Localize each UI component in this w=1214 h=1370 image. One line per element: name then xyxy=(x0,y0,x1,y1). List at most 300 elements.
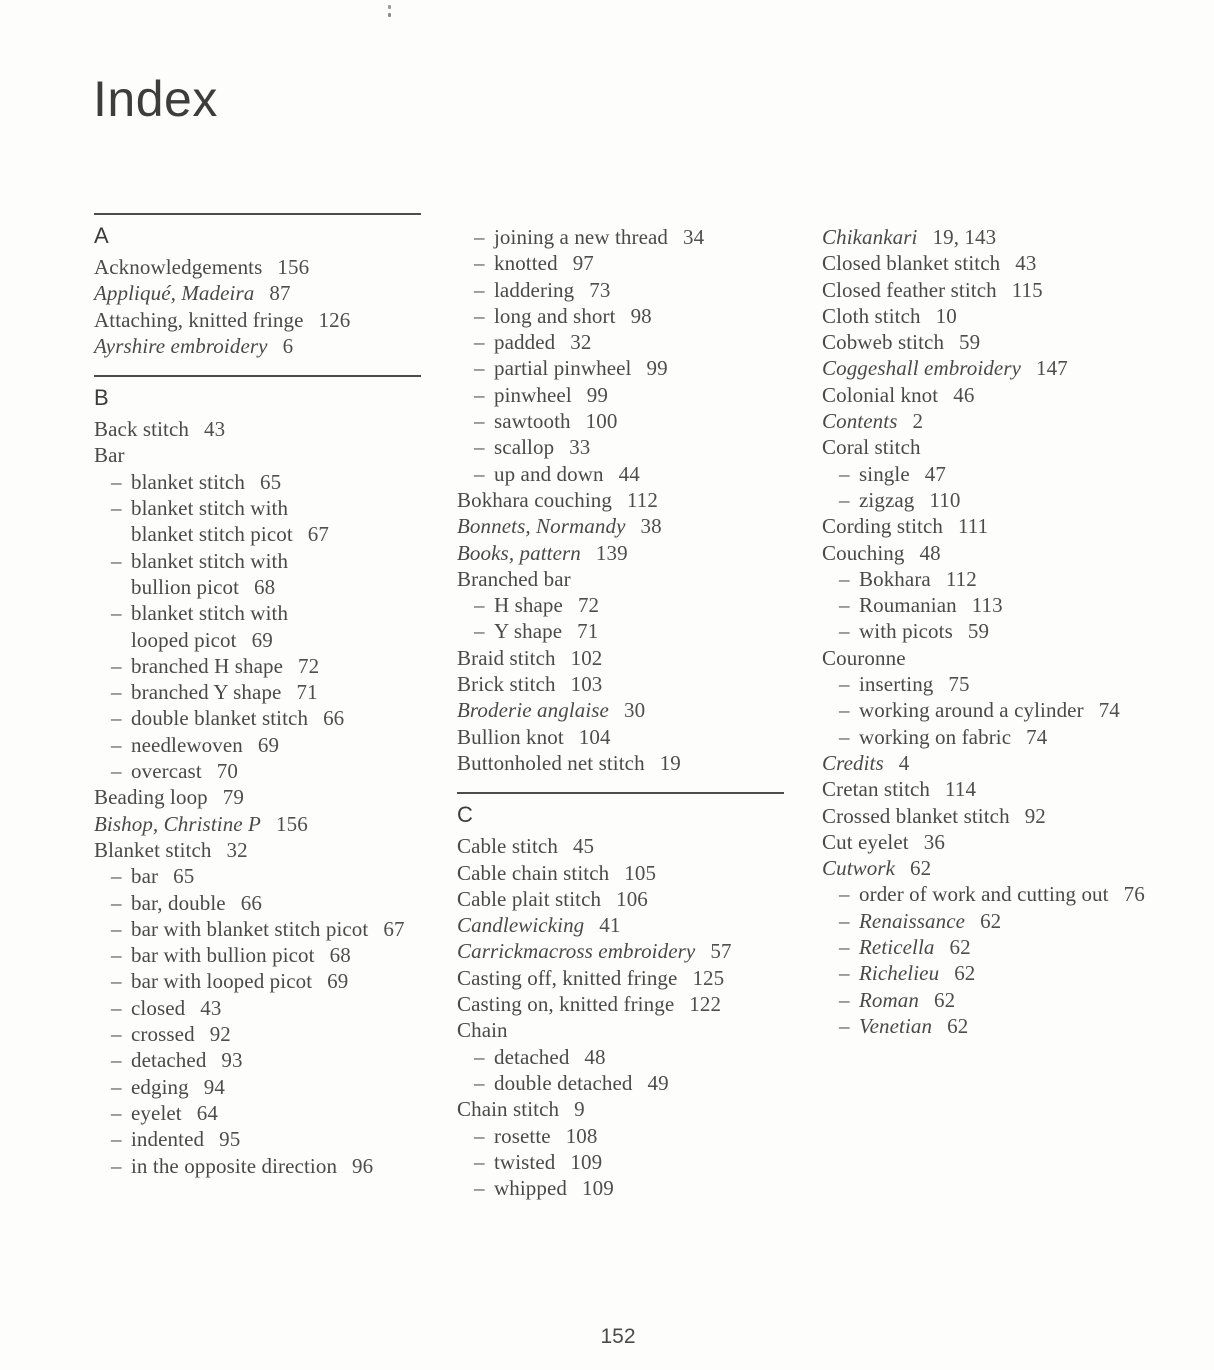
index-entry xyxy=(457,833,787,859)
entry-page: 122 xyxy=(689,992,722,1017)
entry-page: 147 xyxy=(1036,356,1068,381)
entry-text: Cable chain stitch xyxy=(457,860,610,885)
entry-dash: – xyxy=(474,461,485,486)
entry-dash: – xyxy=(111,496,122,521)
entry-text: closed xyxy=(131,995,186,1020)
entry-dash: – xyxy=(474,251,485,276)
index-entry xyxy=(94,863,424,889)
entry-text: Bar xyxy=(94,443,125,468)
index-entry xyxy=(457,277,787,303)
entry-page: 98 xyxy=(630,303,652,328)
index-entry xyxy=(822,487,1152,513)
entry-page: 109 xyxy=(570,1149,603,1174)
index-entry xyxy=(94,811,424,837)
entry-page: 62 xyxy=(910,856,932,881)
entry-text: Cable stitch xyxy=(457,834,558,859)
index-entry xyxy=(457,860,787,886)
entry-text: Casting off, knitted fringe xyxy=(457,965,678,990)
entry-dash: – xyxy=(111,864,122,889)
entry-text: Contents xyxy=(822,409,898,434)
entry-text: Y shape xyxy=(494,619,563,644)
index-entry xyxy=(94,1074,424,1100)
index-entry xyxy=(457,618,787,644)
entry-text: Coggeshall embroidery xyxy=(822,356,1022,381)
entry-page: 106 xyxy=(616,886,648,911)
entry-text: Branched bar xyxy=(457,566,571,591)
entry-text: in the opposite direction xyxy=(131,1153,338,1178)
index-entry xyxy=(457,355,787,381)
entry-page: 46 xyxy=(953,382,975,407)
entry-dash: – xyxy=(111,653,122,678)
entry-page: 68 xyxy=(254,574,276,599)
entry-page: 62 xyxy=(947,1013,969,1038)
index-entry xyxy=(457,540,787,566)
entry-dash: – xyxy=(839,882,850,907)
entry-text: detached xyxy=(494,1044,570,1069)
entry-text: up and down xyxy=(494,461,604,486)
entry-text: Roman xyxy=(859,987,919,1012)
index-column-left xyxy=(94,197,424,1179)
entry-dash: – xyxy=(474,593,485,618)
entry-text: branched Y shape xyxy=(131,680,282,705)
entry-text: joining a new thread xyxy=(494,225,669,249)
entry-page: 99 xyxy=(646,356,668,381)
index-entry xyxy=(822,750,1152,776)
entry-text: Colonial knot xyxy=(822,382,939,407)
entry-dash: – xyxy=(839,935,850,960)
entry-text: double detached xyxy=(494,1070,633,1095)
entry-text: Ayrshire embroidery xyxy=(94,333,268,358)
index-entry xyxy=(822,1013,1152,1039)
index-entry xyxy=(822,277,1152,303)
entry-dash: – xyxy=(474,409,485,434)
index-entry xyxy=(94,307,424,333)
entry-text: Couronne xyxy=(822,645,906,670)
index-entry xyxy=(822,461,1152,487)
entry-dash: – xyxy=(839,672,850,697)
index-entry xyxy=(822,513,1152,539)
entry-text: Chain xyxy=(457,1018,508,1043)
entry-dash: – xyxy=(839,461,850,486)
index-entry xyxy=(822,355,1152,381)
entry-page: 92 xyxy=(209,1022,231,1047)
entry-text: edging xyxy=(131,1074,189,1099)
entry-page: 34 xyxy=(683,225,705,249)
entry-text: whipped xyxy=(494,1176,568,1201)
entry-text: Closed blanket stitch xyxy=(822,251,1001,276)
entry-page: 47 xyxy=(924,461,946,486)
entry-text: order of work and cutting out xyxy=(859,882,1109,907)
entry-text: Bonnets, Normandy xyxy=(457,514,626,539)
entry-text: branched H shape xyxy=(131,653,284,678)
entry-text: Bokhara couching xyxy=(457,487,612,512)
entry-text: sawtooth xyxy=(494,409,571,434)
entry-dash: – xyxy=(839,487,850,512)
index-entry xyxy=(94,1047,424,1073)
entry-page: 69 xyxy=(257,732,280,757)
entry-page: 4 xyxy=(898,750,910,775)
index-entry xyxy=(457,408,787,434)
entry-text: overcast xyxy=(131,759,202,784)
index-entry xyxy=(457,645,787,671)
index-entry xyxy=(822,250,1152,276)
entry-text: bar with blanket stitch picot xyxy=(131,916,369,941)
entry-dash: – xyxy=(474,619,485,644)
index-entry xyxy=(822,908,1152,934)
entry-text: blanket stitch picot xyxy=(131,522,293,547)
entry-dash: – xyxy=(111,706,122,731)
entry-text: working around a cylinder xyxy=(859,698,1084,723)
index-entry xyxy=(457,303,787,329)
entry-text: Cretan stitch xyxy=(822,777,931,802)
entry-dash: – xyxy=(474,435,485,460)
entry-text: Venetian xyxy=(859,1013,933,1038)
entry-page: 62 xyxy=(954,961,976,986)
index-entry xyxy=(457,1149,787,1175)
entry-page: 70 xyxy=(216,759,238,784)
index-entry xyxy=(457,1017,787,1043)
index-entry xyxy=(457,224,787,250)
entry-text: bullion picot xyxy=(131,574,240,599)
entry-page: 67 xyxy=(383,916,405,941)
entry-text: indented xyxy=(131,1127,205,1152)
index-entry xyxy=(822,960,1152,986)
entry-text: with picots xyxy=(859,619,953,644)
index-entry xyxy=(457,991,787,1017)
index-entry xyxy=(457,886,787,912)
entry-dash: – xyxy=(839,619,850,644)
entry-page: 103 xyxy=(570,672,603,697)
index-entry xyxy=(822,855,1152,881)
index-entry xyxy=(457,912,787,938)
entry-page: 69 xyxy=(327,969,349,994)
entry-text: Roumanian xyxy=(859,593,957,618)
index-entry xyxy=(94,705,424,731)
index-entry xyxy=(457,434,787,460)
entry-page: 111 xyxy=(957,514,989,539)
index-entry xyxy=(822,987,1152,1013)
entry-dash: – xyxy=(474,382,485,407)
index-entry xyxy=(822,803,1152,829)
index-entry xyxy=(457,329,787,355)
entry-text: inserting xyxy=(859,672,934,697)
entry-page: 100 xyxy=(585,409,618,434)
entry-page: 112 xyxy=(626,487,658,512)
index-entry xyxy=(94,890,424,916)
entry-page: 156 xyxy=(277,255,310,279)
entry-dash: – xyxy=(474,277,485,302)
entry-page: 19 xyxy=(659,750,681,775)
index-entry xyxy=(822,592,1152,618)
index-entry xyxy=(822,645,1152,671)
entry-page: 125 xyxy=(692,965,725,990)
index-entry xyxy=(94,333,424,359)
entry-text: scallop xyxy=(494,435,555,460)
entry-text: Cloth stitch xyxy=(822,303,921,328)
entry-page: 49 xyxy=(647,1070,669,1095)
entry-text: looped picot xyxy=(131,627,237,652)
entry-text: H shape xyxy=(494,593,563,618)
index-entry xyxy=(94,548,424,574)
entry-text: blanket stitch xyxy=(131,469,245,494)
section-rule xyxy=(457,792,784,794)
entry-page: 9 xyxy=(574,1097,585,1122)
index-entry xyxy=(457,1044,787,1070)
index-entry xyxy=(457,487,787,513)
entry-text: Buttonholed net stitch xyxy=(457,750,645,775)
index-entry xyxy=(94,679,424,705)
entry-page: 43 xyxy=(204,417,226,442)
entry-text: knotted xyxy=(494,251,558,276)
entry-text: blanket stitch with xyxy=(131,496,289,521)
entry-dash: – xyxy=(474,1044,485,1069)
entry-page: 95 xyxy=(219,1127,241,1152)
entry-page: 66 xyxy=(323,706,345,731)
index-entry xyxy=(457,513,787,539)
scan-speck xyxy=(388,5,391,9)
entry-page: 44 xyxy=(618,461,640,486)
entry-dash: – xyxy=(111,732,122,757)
entry-page: 92 xyxy=(1024,803,1046,828)
entry-text: crossed xyxy=(131,1022,195,1047)
entry-dash: – xyxy=(474,1149,485,1174)
entry-page: 36 xyxy=(923,829,945,854)
entry-page: 93 xyxy=(221,1048,243,1073)
entry-text: Casting on, knitted fringe xyxy=(457,992,675,1017)
entry-text: Broderie anglaise xyxy=(457,698,609,723)
index-entry xyxy=(457,1175,787,1201)
entry-dash: – xyxy=(474,1176,485,1201)
entry-page: 62 xyxy=(980,908,1002,933)
entry-text: Blanket stitch xyxy=(94,837,212,862)
entry-text: long and short xyxy=(494,303,616,328)
index-entry xyxy=(94,600,424,626)
index-entry xyxy=(94,1100,424,1126)
entry-page: 32 xyxy=(570,330,592,355)
index-entry xyxy=(94,784,424,810)
entry-page: 43 xyxy=(200,995,222,1020)
index-entry xyxy=(94,521,424,547)
index-entry xyxy=(457,382,787,408)
index-entry xyxy=(822,671,1152,697)
index-entry xyxy=(822,829,1152,855)
entry-page: 72 xyxy=(298,653,320,678)
entry-text: Bullion knot xyxy=(457,724,564,749)
entry-page: 113 xyxy=(971,593,1003,618)
entry-dash: – xyxy=(111,943,122,968)
entry-page: 156 xyxy=(276,811,308,836)
entry-dash: – xyxy=(839,987,850,1012)
entry-dash: – xyxy=(111,1022,122,1047)
entry-text: detached xyxy=(131,1048,207,1073)
entry-text: Brick stitch xyxy=(457,672,556,697)
entry-dash: – xyxy=(111,995,122,1020)
entry-dash: – xyxy=(111,601,122,626)
index-entry xyxy=(822,724,1152,750)
entry-text: Braid stitch xyxy=(457,645,556,670)
entry-page: 6 xyxy=(282,333,294,358)
entry-dash: – xyxy=(839,698,850,723)
entry-text: Back stitch xyxy=(94,417,189,442)
entry-page: 2 xyxy=(912,409,924,434)
entry-page: 99 xyxy=(586,382,608,407)
index-entry xyxy=(94,758,424,784)
index-entry xyxy=(822,618,1152,644)
index-entry xyxy=(822,224,1152,250)
section-rule xyxy=(94,375,421,377)
entry-dash: – xyxy=(839,908,850,933)
index-entry xyxy=(94,1153,424,1179)
entry-text: Credits xyxy=(822,750,884,775)
entry-text: Cable plait stitch xyxy=(457,886,602,911)
entry-dash: – xyxy=(111,916,122,941)
entry-page: 65 xyxy=(259,469,282,494)
entry-text: eyelet xyxy=(131,1100,182,1125)
entry-page: 102 xyxy=(570,645,603,670)
index-entry xyxy=(94,627,424,653)
entry-dash: – xyxy=(839,961,850,986)
page-title: Index xyxy=(93,71,218,127)
index-entry xyxy=(822,776,1152,802)
entry-text: double blanket stitch xyxy=(131,706,309,731)
section-rule xyxy=(94,213,421,215)
entry-dash: – xyxy=(111,548,122,573)
index-entry xyxy=(457,592,787,618)
entry-text: needlewoven xyxy=(131,732,243,757)
entry-page: 57 xyxy=(710,939,732,964)
index-entry xyxy=(94,280,424,306)
entry-dash: – xyxy=(474,1070,485,1095)
entry-page: 75 xyxy=(948,672,970,697)
entry-page: 62 xyxy=(934,987,956,1012)
entry-text: Appliqué, Madeira xyxy=(94,281,255,306)
entry-page: 109 xyxy=(582,1176,614,1201)
entry-text: Coral stitch xyxy=(822,435,921,460)
entry-dash: – xyxy=(839,724,850,749)
entry-dash: – xyxy=(111,1153,122,1178)
entry-text: blanket stitch with xyxy=(131,601,289,626)
entry-page: 65 xyxy=(173,864,195,889)
entry-dash: – xyxy=(839,1013,850,1038)
entry-text: blanket stitch with xyxy=(131,548,289,573)
entry-text: Crossed blanket stitch xyxy=(822,803,1010,828)
entry-text: Books, pattern xyxy=(457,540,581,565)
index-entry xyxy=(822,303,1152,329)
index-entry xyxy=(94,732,424,758)
entry-page: 69 xyxy=(251,627,273,652)
entry-dash: – xyxy=(111,680,122,705)
entry-page: 115 xyxy=(1011,277,1043,302)
entry-text: rosette xyxy=(494,1123,551,1148)
entry-dash: – xyxy=(111,1048,122,1073)
index-entry xyxy=(457,566,787,592)
entry-page: 105 xyxy=(624,860,657,885)
entry-page: 19, 143 xyxy=(932,225,997,249)
entry-dash: – xyxy=(474,330,485,355)
entry-text: bar with bullion picot xyxy=(131,943,315,968)
entry-text: twisted xyxy=(494,1149,556,1174)
section-letter: C xyxy=(457,802,473,828)
entry-dash: – xyxy=(839,593,850,618)
index-entry xyxy=(457,697,787,723)
index-entry xyxy=(94,254,424,280)
index-entry xyxy=(457,1096,787,1122)
entry-text: Chikankari xyxy=(822,225,918,249)
entry-page: 112 xyxy=(945,566,977,591)
entry-dash: – xyxy=(111,759,122,784)
index-entry xyxy=(822,881,1152,907)
entry-text: pinwheel xyxy=(494,382,572,407)
index-entry xyxy=(94,442,424,468)
entry-text: Chain stitch xyxy=(457,1097,560,1122)
entry-dash: – xyxy=(474,1123,485,1148)
entry-text: Richelieu xyxy=(859,961,940,986)
entry-text: single xyxy=(859,461,910,486)
index-entry xyxy=(457,938,787,964)
entry-text: Cut eyelet xyxy=(822,829,909,854)
entry-page: 59 xyxy=(967,619,990,644)
entry-text: Couching xyxy=(822,540,905,565)
index-entry xyxy=(94,416,424,442)
entry-page: 87 xyxy=(269,281,291,306)
index-entry xyxy=(822,382,1152,408)
index-entry xyxy=(94,916,424,942)
entry-dash: – xyxy=(474,356,485,381)
entry-text: Cutwork xyxy=(822,856,896,881)
entry-page: 139 xyxy=(595,540,628,565)
entry-page: 68 xyxy=(329,943,351,968)
entry-page: 59 xyxy=(959,330,981,355)
entry-page: 73 xyxy=(589,277,611,302)
index-entry xyxy=(822,697,1152,723)
index-entry xyxy=(457,461,787,487)
entry-text: Renaissance xyxy=(859,908,966,933)
entry-text: partial pinwheel xyxy=(494,356,632,381)
entry-page: 76 xyxy=(1123,882,1145,907)
entry-page: 72 xyxy=(577,593,600,618)
index-entry xyxy=(457,1070,787,1096)
entry-page: 62 xyxy=(949,935,971,960)
entry-page: 32 xyxy=(226,837,248,862)
entry-page: 108 xyxy=(565,1123,598,1148)
entry-dash: – xyxy=(839,566,850,591)
section-letter: B xyxy=(94,385,109,411)
index-entry xyxy=(457,250,787,276)
entry-dash: – xyxy=(111,1127,122,1152)
entry-page: 71 xyxy=(296,680,318,705)
entry-text: Cobweb stitch xyxy=(822,330,945,355)
entry-text: Bishop, Christine P xyxy=(94,811,261,836)
entry-dash: – xyxy=(111,469,122,494)
entry-page: 96 xyxy=(352,1153,374,1178)
index-entry xyxy=(822,934,1152,960)
index-entry xyxy=(94,968,424,994)
entry-page: 48 xyxy=(584,1044,606,1069)
entry-page: 97 xyxy=(572,251,594,276)
entry-page: 114 xyxy=(945,777,977,802)
index-column-right xyxy=(822,224,1152,1039)
entry-text: Cording stitch xyxy=(822,514,943,539)
index-entry xyxy=(822,566,1152,592)
index-entry xyxy=(822,540,1152,566)
index-entry xyxy=(457,750,787,776)
entry-text: Reticella xyxy=(859,935,935,960)
entry-text: Bokhara xyxy=(859,566,931,591)
index-entry xyxy=(457,671,787,697)
entry-page: 74 xyxy=(1026,724,1048,749)
entry-text: working on fabric xyxy=(859,724,1012,749)
entry-page: 79 xyxy=(222,785,244,810)
